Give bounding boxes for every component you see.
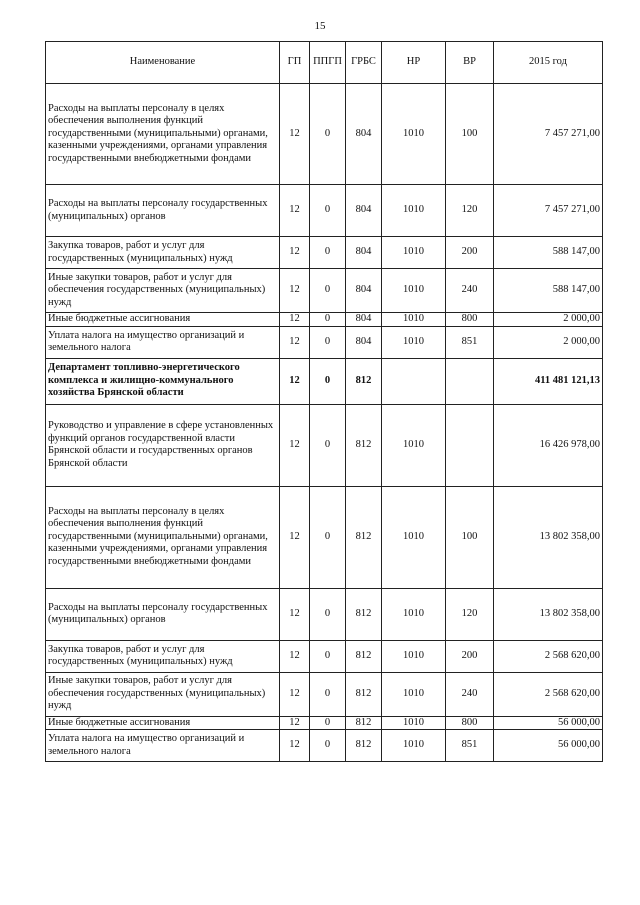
cell-name: Закупка товаров, работ и услуг для государственных (муниципальных) нужд (46, 640, 280, 672)
table-row (46, 185, 603, 237)
table-row (46, 358, 603, 404)
table-row (46, 640, 603, 672)
cell-ppgp: 0 (310, 185, 346, 237)
cell-amount: 588 147,00 (494, 269, 603, 313)
cell-name: Расходы на выплаты персоналу государственных (муниципальных) органов (46, 588, 280, 640)
cell-amount: 56 000,00 (494, 716, 603, 730)
cell-gp: 12 (280, 730, 310, 762)
cell-grbs: 804 (346, 84, 382, 185)
table-row (46, 269, 603, 313)
cell-amount: 56 000,00 (494, 730, 603, 762)
header-ppgp: ППГП (310, 42, 346, 84)
cell-gp: 12 (280, 269, 310, 313)
cell-nr: 1010 (382, 313, 446, 327)
cell-gp: 12 (280, 716, 310, 730)
cell-vr: 100 (446, 84, 494, 185)
cell-grbs: 812 (346, 588, 382, 640)
cell-grbs: 812 (346, 358, 382, 404)
cell-grbs: 804 (346, 269, 382, 313)
cell-vr: 200 (446, 640, 494, 672)
cell-ppgp: 0 (310, 730, 346, 762)
cell-ppgp: 0 (310, 84, 346, 185)
cell-vr: 240 (446, 672, 494, 716)
cell-ppgp: 0 (310, 640, 346, 672)
cell-nr: 1010 (382, 672, 446, 716)
cell-nr: 1010 (382, 269, 446, 313)
cell-ppgp: 0 (310, 486, 346, 588)
cell-gp: 12 (280, 588, 310, 640)
cell-nr: 1010 (382, 326, 446, 358)
cell-grbs: 812 (346, 716, 382, 730)
cell-nr: 1010 (382, 237, 446, 269)
cell-name: Расходы на выплаты персоналу в целях обеспечения выполнения функций государственными (муниципальными) органами, казенными учреждениями, органами управления государственными внебюджетными фондами (46, 84, 280, 185)
cell-ppgp: 0 (310, 716, 346, 730)
cell-grbs: 812 (346, 672, 382, 716)
cell-grbs: 804 (346, 313, 382, 327)
cell-gp: 12 (280, 486, 310, 588)
cell-name: Расходы на выплаты персоналу в целях обеспечения выполнения функций государственными (муниципальными) органами, казенными учреждениями, органами управления государственными внебюджетными фондами (46, 486, 280, 588)
cell-name: Уплата налога на имущество организаций и земельного налога (46, 730, 280, 762)
cell-nr: 1010 (382, 404, 446, 486)
cell-vr: 100 (446, 486, 494, 588)
cell-name: Иные бюджетные ассигнования (46, 716, 280, 730)
cell-grbs: 812 (346, 486, 382, 588)
cell-amount: 2 000,00 (494, 326, 603, 358)
table-row (46, 672, 603, 716)
cell-vr: 240 (446, 269, 494, 313)
cell-gp: 12 (280, 237, 310, 269)
header-grbs: ГРБС (346, 42, 382, 84)
table-row (46, 313, 603, 327)
cell-vr: 200 (446, 237, 494, 269)
table-row (46, 486, 603, 588)
cell-nr: 1010 (382, 716, 446, 730)
cell-name: Расходы на выплаты персоналу государственных (муниципальных) органов (46, 185, 280, 237)
table-row (46, 716, 603, 730)
cell-amount: 13 802 358,00 (494, 588, 603, 640)
cell-nr: 1010 (382, 730, 446, 762)
cell-vr (446, 358, 494, 404)
cell-gp: 12 (280, 313, 310, 327)
cell-amount: 13 802 358,00 (494, 486, 603, 588)
cell-vr: 851 (446, 730, 494, 762)
table-row (46, 326, 603, 358)
cell-amount: 2 000,00 (494, 313, 603, 327)
cell-vr: 120 (446, 588, 494, 640)
cell-grbs: 804 (346, 237, 382, 269)
cell-amount: 588 147,00 (494, 237, 603, 269)
cell-gp: 12 (280, 640, 310, 672)
cell-nr: 1010 (382, 588, 446, 640)
cell-vr: 120 (446, 185, 494, 237)
cell-gp: 12 (280, 185, 310, 237)
cell-amount: 16 426 978,00 (494, 404, 603, 486)
header-vr: ВР (446, 42, 494, 84)
cell-name: Иные закупки товаров, работ и услуг для обеспечения государственных (муниципальных) нужд (46, 269, 280, 313)
cell-name: Руководство и управление в сфере установленных функций органов государственной власти Брянской области и государственных органов Брянской области (46, 404, 280, 486)
cell-nr (382, 358, 446, 404)
header-nr: НР (382, 42, 446, 84)
cell-ppgp: 0 (310, 313, 346, 327)
cell-name: Уплата налога на имущество организаций и земельного налога (46, 326, 280, 358)
cell-nr: 1010 (382, 486, 446, 588)
cell-amount: 2 568 620,00 (494, 640, 603, 672)
table-row (46, 404, 603, 486)
header-name: Наименование (46, 42, 280, 84)
cell-grbs: 812 (346, 404, 382, 486)
cell-ppgp: 0 (310, 404, 346, 486)
cell-grbs: 804 (346, 326, 382, 358)
table-row (46, 237, 603, 269)
cell-gp: 12 (280, 326, 310, 358)
cell-ppgp: 0 (310, 358, 346, 404)
cell-nr: 1010 (382, 640, 446, 672)
cell-grbs: 804 (346, 185, 382, 237)
cell-ppgp: 0 (310, 269, 346, 313)
cell-vr (446, 404, 494, 486)
cell-gp: 12 (280, 404, 310, 486)
table-body (46, 84, 603, 762)
table-header-row (46, 42, 603, 84)
cell-ppgp: 0 (310, 588, 346, 640)
table-row (46, 588, 603, 640)
cell-nr: 1010 (382, 185, 446, 237)
cell-name: Закупка товаров, работ и услуг для государственных (муниципальных) нужд (46, 237, 280, 269)
cell-amount: 411 481 121,13 (494, 358, 603, 404)
cell-gp: 12 (280, 358, 310, 404)
cell-amount: 7 457 271,00 (494, 84, 603, 185)
cell-name: Иные бюджетные ассигнования (46, 313, 280, 327)
cell-grbs: 812 (346, 640, 382, 672)
budget-table (45, 41, 603, 762)
cell-ppgp: 0 (310, 326, 346, 358)
table-row (46, 84, 603, 185)
cell-name: Департамент топливно-энергетического комплекса и жилищно-коммунального хозяйства Брянской области (46, 358, 280, 404)
cell-ppgp: 0 (310, 672, 346, 716)
cell-amount: 2 568 620,00 (494, 672, 603, 716)
cell-name: Иные закупки товаров, работ и услуг для обеспечения государственных (муниципальных) нужд (46, 672, 280, 716)
cell-vr: 800 (446, 716, 494, 730)
cell-vr: 800 (446, 313, 494, 327)
header-year: 2015 год (494, 42, 603, 84)
table-row (46, 730, 603, 762)
header-gp: ГП (280, 42, 310, 84)
cell-vr: 851 (446, 326, 494, 358)
cell-ppgp: 0 (310, 237, 346, 269)
cell-gp: 12 (280, 84, 310, 185)
cell-gp: 12 (280, 672, 310, 716)
cell-nr: 1010 (382, 84, 446, 185)
cell-grbs: 812 (346, 730, 382, 762)
cell-amount: 7 457 271,00 (494, 185, 603, 237)
page-number: 15 (314, 20, 326, 32)
